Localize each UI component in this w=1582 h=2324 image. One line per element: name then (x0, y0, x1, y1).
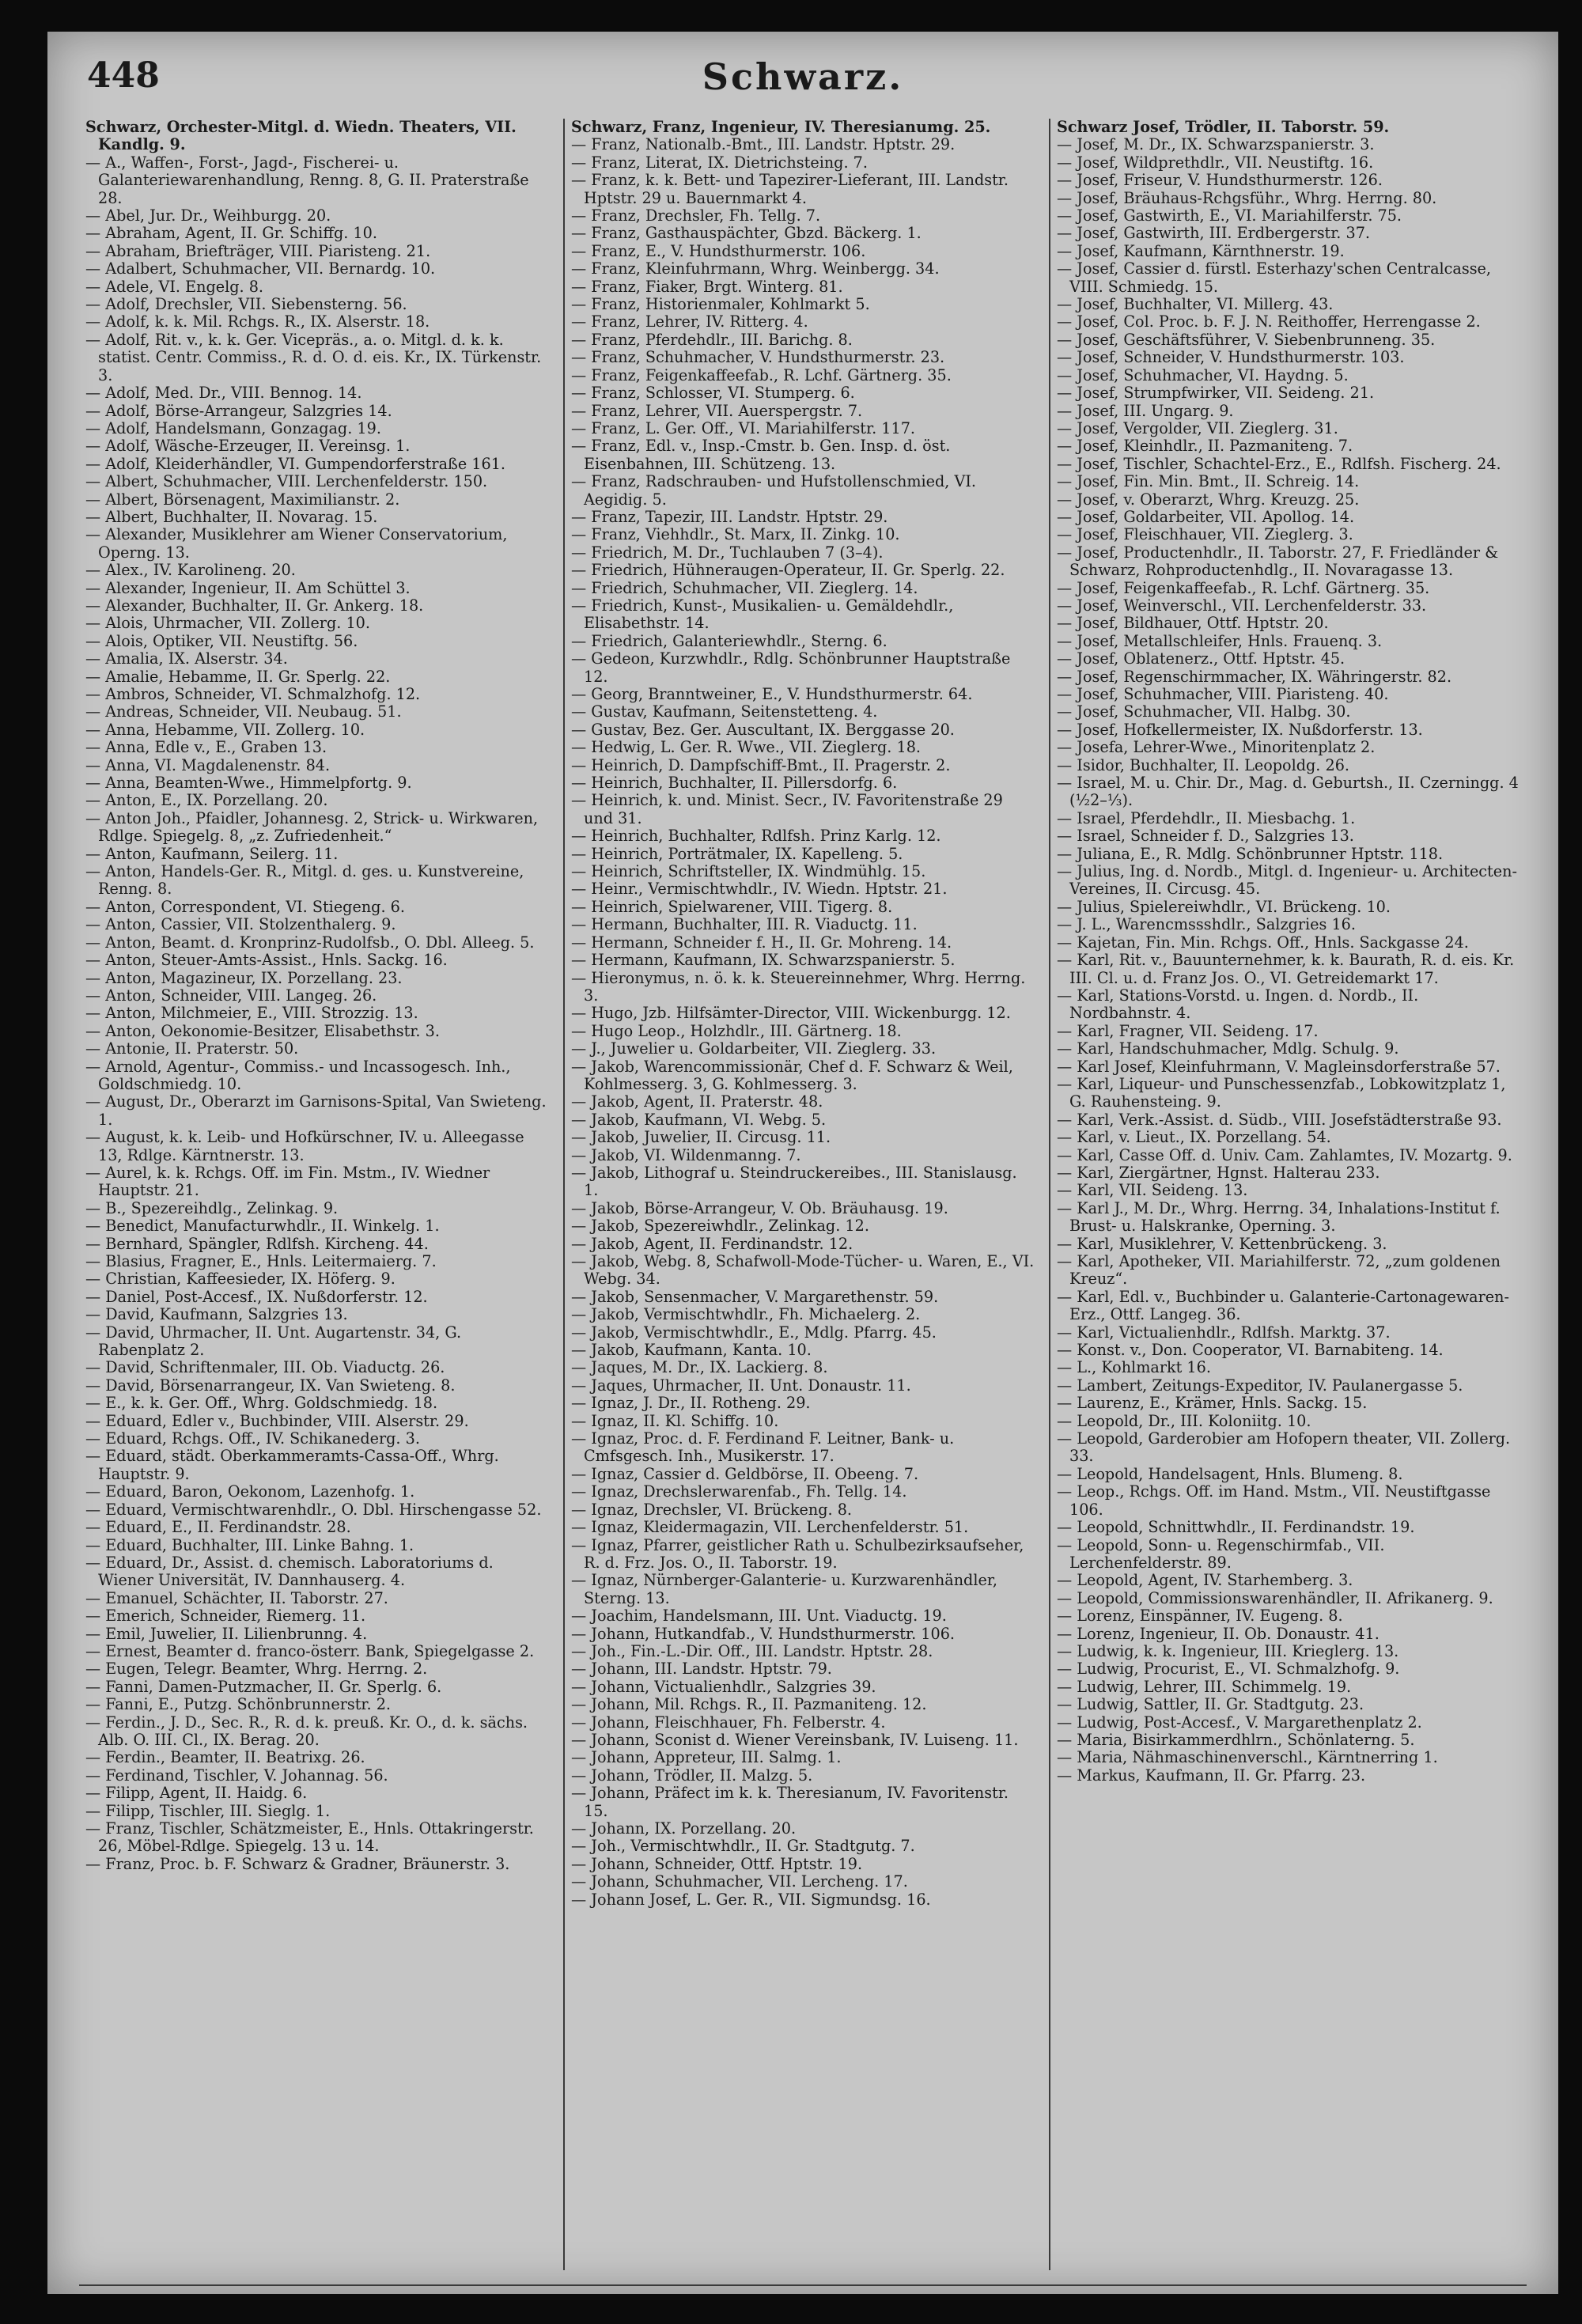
directory-entry: — August, k. k. Leib- und Hofkürschner, IV. u. Alleegasse 13, Rdlge. Kärntnerstr. 13. (85, 1128, 524, 1164)
directory-entry: — Franz, E., V. Hundsthurmerstr. 106. (571, 241, 866, 260)
directory-entry: — E., k. k. Ger. Off., Whrg. Goldschmiedg. 18. (85, 1394, 438, 1413)
directory-entry: — Jakob, Vermischtwhdlr., Fh. Michaelerg. 2. (571, 1305, 921, 1324)
directory-entry: — Franz, L. Ger. Off., VI. Mariahilferstr. 117. (571, 418, 916, 437)
directory-entry: — Ludwig, Sattler, II. Gr. Stadtgutg. 23. (1057, 1695, 1364, 1714)
directory-entry: — Markus, Kaufmann, II. Gr. Pfarrg. 23. (1057, 1766, 1366, 1785)
directory-entry: — Benedict, Manufacturwhdlr., II. Winkelg. 1. (85, 1217, 440, 1236)
directory-entry: — Leop., Rchgs. Off. im Hand. Mstm., VII. Neustiftgasse 106. (1057, 1482, 1491, 1519)
directory-entry: — Laurenz, E., Krämer, Hnls. Sackg. 15. (1057, 1394, 1368, 1413)
directory-entry: — Maria, Bisirkammerdhlrn., Schönlaterng. 5. (1057, 1730, 1415, 1749)
directory-entry: — Karl, Verk.-Assist. d. Südb., VIII. Josefstädterstraße 93. (1057, 1110, 1502, 1129)
directory-entry: — Josef, Schuhmacher, VI. Haydng. 5. (1057, 365, 1349, 384)
directory-entry: — Josef, Buchhalter, VI. Millerg. 43. (1057, 295, 1334, 314)
directory-entry: — Jakob, VI. Wildenmanng. 7. (571, 1145, 801, 1164)
directory-entry: — Joh., Fin.-L.-Dir. Off., III. Landstr. Hptstr. 28. (571, 1641, 933, 1660)
directory-entry: — Anton, E., IX. Porzellang. 20. (85, 791, 328, 810)
directory-entry: — Ignaz, Cassier d. Geldbörse, II. Obeeng. 7. (571, 1464, 919, 1483)
directory-entry: Schwarz, Franz, Ingenieur, IV. Theresianumg. 25. (571, 119, 991, 136)
directory-entry: — Friedrich, Schuhmacher, VII. Zieglerg. 14. (571, 578, 918, 597)
directory-entry: — Josef, III. Ungarg. 9. (1057, 401, 1234, 420)
directory-entry: — Leopold, Garderobier am Hofopern theater, VII. Zollerg. 33. (1057, 1429, 1511, 1466)
directory-entry: — Friedrich, M. Dr., Tuchlauben 7 (3–4). (571, 543, 884, 562)
directory-entry: — Josef, Cassier d. fürstl. Esterhazy'schen Centralcasse, VIII. Schmiedg. 15. (1057, 259, 1491, 296)
directory-entry: — Karl, Musiklehrer, V. Kettenbrückeng. 3. (1057, 1234, 1387, 1253)
directory-entry: — Eduard, E., II. Ferdinandstr. 28. (85, 1518, 351, 1537)
directory-entry: — Karl, Edl. v., Buchbinder u. Galanterie-Cartonagewaren-Erz., Ottf. Langeg. 36. (1057, 1287, 1509, 1324)
directory-entry: — Kajetan, Fin. Min. Rchgs. Off., Hnls. Sackgasse 24. (1057, 933, 1469, 952)
directory-entry: — Ludwig, Procurist, E., VI. Schmalzhofg. 9. (1057, 1660, 1400, 1679)
directory-entry: — Karl, Fragner, VII. Seideng. 17. (1057, 1021, 1319, 1040)
directory-entry: — Leopold, Dr., III. Koloniitg. 10. (1057, 1411, 1311, 1430)
directory-entry: — Eduard, städt. Oberkammeramts-Cassa-Off., Whrg. Hauptstr. 9. (85, 1447, 499, 1483)
directory-entry: — A., Waffen-, Forst-, Jagd-, Fischerei- u. Galanteriewarenhandlung, Renng. 8, G. II. Praterstraße 28. (85, 153, 529, 207)
directory-entry: — Franz, Edl. v., Insp.-Cmstr. b. Gen. Insp. d. öst. Eisenbahnen, III. Schützeng. 13. (571, 437, 951, 473)
directory-entry: — Eduard, Edler v., Buchbinder, VIII. Alserstr. 29. (85, 1411, 469, 1430)
directory-entry: — Anton, Beamt. d. Kronprinz-Rudolfsb., O. Dbl. Alleeg. 5. (85, 933, 535, 952)
directory-entry: — Israel, Schneider f. D., Salzgries 13. (1057, 827, 1354, 846)
directory-entry: — Karl Josef, Kleinfuhrmann, V. Magleinsdorferstraße 57. (1057, 1057, 1501, 1076)
directory-entry: — Ignaz, J. Dr., II. Rotheng. 29. (571, 1394, 811, 1413)
column-1 (79, 119, 555, 2270)
directory-entry: — Johann Josef, L. Ger. R., VII. Sigmundsg. 16. (571, 1890, 931, 1909)
directory-entry: — Jaques, M. Dr., IX. Lackierg. 8. (571, 1358, 828, 1377)
directory-entry: — Leopold, Agent, IV. Starhemberg. 3. (1057, 1571, 1353, 1590)
directory-entry: — Josef, Gastwirth, III. Erdbergerstr. 37. (1057, 224, 1371, 243)
directory-entry: — Anton, Correspondent, VI. Stiegeng. 6. (85, 897, 405, 916)
directory-entry: — Josef, Friseur, V. Hundsthurmerstr. 126. (1057, 171, 1383, 190)
directory-entry: — Filipp, Agent, II. Haidg. 6. (85, 1784, 308, 1803)
directory-entry: — Hugo Leop., Holzhdlr., III. Gärtnerg. 18. (571, 1021, 902, 1040)
directory-entry: — Adolf, Drechsler, VII. Siebensterng. 56. (85, 295, 407, 314)
directory-entry: — Ignaz, Drechsler, VI. Brückeng. 8. (571, 1500, 853, 1519)
directory-entry: — Karl, Ziergärtner, Hgnst. Halterau 233. (1057, 1163, 1380, 1182)
directory-entry: — Abraham, Briefträger, VIII. Piaristeng. 21. (85, 241, 431, 260)
directory-entry: — Hieronymus, n. ö. k. k. Steuereinnehmer, Whrg. Herrng. 3. (571, 968, 1026, 1005)
directory-entry: — Adolf, Med. Dr., VIII. Bennog. 14. (85, 384, 362, 403)
directory-entry: — Gustav, Kaufmann, Seitenstetteng. 4. (571, 702, 878, 721)
directory-entry: — Konst. v., Don. Cooperator, VI. Barnabiteng. 14. (1057, 1341, 1444, 1360)
directory-entry: — Bernhard, Spängler, Rdlfsh. Kircheng. 44. (85, 1234, 429, 1253)
directory-entry: — Josef, Vergolder, VII. Zieglerg. 31. (1057, 418, 1338, 437)
directory-entry: — David, Uhrmacher, II. Unt. Augartenstr. 34, G. Rabenplatz 2. (85, 1323, 462, 1360)
directory-entry: — Lorenz, Ingenieur, II. Ob. Donaustr. 41. (1057, 1624, 1380, 1643)
directory-entry: — Emerich, Schneider, Riemerg. 11. (85, 1607, 366, 1626)
directory-entry: — Franz, Literat, IX. Dietrichsteing. 7. (571, 153, 868, 172)
directory-entry: — Heinrich, k. und. Minist. Secr., IV. Favoritenstraße 29 und 31. (571, 791, 1003, 827)
directory-entry: — Franz, Feigenkaffeefab., R. Lchf. Gärtnerg. 35. (571, 365, 952, 384)
directory-entry: — Joh., Vermischtwhdlr., II. Gr. Stadtgutg. 7. (571, 1837, 915, 1856)
directory-entry: — Franz, Kleinfuhrmann, Whrg. Weinbergg. 34. (571, 259, 940, 278)
directory-entry: — Alexander, Ingenieur, II. Am Schüttel 3. (85, 578, 411, 597)
directory-entry: — Josef, Goldarbeiter, VII. Apollog. 14. (1057, 507, 1355, 526)
directory-entry: — Jakob, Webg. 8, Schafwoll-Mode-Tücher- u. Waren, E., VI. Webg. 34. (571, 1252, 1035, 1289)
directory-entry: — Alexander, Musiklehrer am Wiener Conservatorium, Operng. 13. (85, 525, 508, 562)
directory-entry: — Franz, Viehhdlr., St. Marx, II. Zinkg. 10. (571, 525, 900, 544)
directory-entry: — Heinrich, Buchhalter, II. Pillersdorfg. 6. (571, 774, 898, 793)
directory-entry: — Jakob, Agent, II. Ferdinandstr. 12. (571, 1234, 853, 1253)
directory-entry: — Karl, v. Lieut., IX. Porzellang. 54. (1057, 1128, 1331, 1147)
directory-entry: — Friedrich, Kunst-, Musikalien- u. Gemäldehdlr., Elisabethstr. 14. (571, 596, 954, 633)
directory-entry: — Hedwig, L. Ger. R. Wwe., VII. Zieglerg. 18. (571, 738, 922, 757)
directory-entry: — Ernest, Beamter d. franco-österr. Bank, Spiegelgasse 2. (85, 1641, 535, 1660)
directory-entry: — Anna, Beamten-Wwe., Himmelpfortg. 9. (85, 774, 412, 793)
directory-entry: — Joachim, Handelsmann, III. Unt. Viaductg. 19. (571, 1607, 947, 1626)
directory-entry: — B., Spezereihdlg., Zelinkag. 9. (85, 1198, 339, 1217)
directory-entry: — Heinrich, D. Dampfschiff-Bmt., II. Pragerstr. 2. (571, 755, 951, 774)
directory-entry: — Friedrich, Galanteriewhdlr., Sterng. 6. (571, 631, 888, 650)
directory-entry: — Abel, Jur. Dr., Weihburgg. 20. (85, 206, 331, 225)
directory-entry: — Eduard, Buchhalter, III. Linke Bahng. 1. (85, 1535, 414, 1554)
directory-entry: — Heinrich, Schriftsteller, IX. Windmühlg. 15. (571, 862, 926, 881)
directory-entry: — Lambert, Zeitungs-Expeditor, IV. Paulanergasse 5. (1057, 1376, 1463, 1395)
directory-entry: — Karl, Apotheker, VII. Mariahilferstr. 72, „zum goldenen Kreuz“. (1057, 1252, 1501, 1289)
directory-entry: — Karl, Rit. v., Bauunternehmer, k. k. Baurath, R. d. eis. Kr. III. Cl. u. d. Franz Jos. O., VI. Getreidemarkt 17. (1057, 951, 1515, 987)
directory-entry: — Adolf, Kleiderhändler, VI. Gumpendorferstraße 161. (85, 454, 505, 473)
directory-entry: — Johann, Trödler, II. Malzg. 5. (571, 1766, 813, 1785)
directory-entry: — J. L., Warencmssshdlr., Salzgries 16. (1057, 915, 1356, 934)
directory-entry: — Jakob, Lithograf u. Steindruckereibes., III. Stanislausg. 1. (571, 1163, 1017, 1200)
directory-entry: — Franz, Gasthauspächter, Gbzd. Bäckerg. 1. (571, 224, 922, 243)
directory-entry: — Maria, Nähmaschinenverschl., Kärntnerring 1. (1057, 1748, 1438, 1767)
directory-entry: — Ludwig, k. k. Ingenieur, III. Krieglerg. 13. (1057, 1641, 1399, 1660)
directory-entry: — Josef, Oblatenerz., Ottf. Hptstr. 45. (1057, 649, 1345, 668)
directory-entry: — Eduard, Baron, Oekonom, Lazenhofg. 1. (85, 1482, 415, 1501)
directory-entry: — Franz, Pferdehdlr., III. Barichg. 8. (571, 330, 853, 349)
directory-entry: — Franz, Lehrer, IV. Ritterg. 4. (571, 312, 808, 331)
directory-entry: — Julius, Spielereiwhdlr., VI. Brückeng. 10. (1057, 897, 1391, 916)
directory-entry: — Franz, Radschrauben- und Hufstollenschmied, VI. Aegidig. 5. (571, 472, 977, 509)
directory-entry: — Jaques, Uhrmacher, II. Unt. Donaustr. 11. (571, 1376, 911, 1395)
directory-entry: — Adolf, Rit. v., k. k. Ger. Vicepräs., a. o. Mitgl. d. k. k. statist. Centr. Commiss., R. d. O. d. eis. Kr., IX. Türkenstr. 3. (85, 330, 542, 384)
directory-entry: — Franz, Drechsler, Fh. Tellg. 7. (571, 206, 821, 225)
directory-entry: — Johann, Präfect im k. k. Theresianum, IV. Favoritenstr. 15. (571, 1784, 1009, 1820)
directory-entry: — Jakob, Vermischtwhdlr., E., Mdlg. Pfarrg. 45. (571, 1323, 937, 1342)
directory-entry: — Franz, Historienmaler, Kohlmarkt 5. (571, 295, 870, 314)
directory-entry: — Heinrich, Porträtmaler, IX. Kapelleng. 5. (571, 844, 903, 863)
directory-entry: — Israel, M. u. Chir. Dr., Mag. d. Geburtsh., II. Czerningg. 4 (½2–⅓). (1057, 774, 1519, 810)
directory-entry: — Franz, Schuhmacher, V. Hundsthurmerstr. 23. (571, 348, 945, 367)
directory-entry: — Johann, Schneider, Ottf. Hptstr. 19. (571, 1854, 863, 1873)
directory-entry: — Jakob, Agent, II. Praterstr. 48. (571, 1092, 823, 1111)
directory-entry: — Josef, Geschäftsführer, V. Siebenbrunneng. 35. (1057, 330, 1436, 349)
directory-entry: — Josef, Schuhmacher, VII. Halbg. 30. (1057, 702, 1351, 721)
directory-entry: — Anton, Milchmeier, E., VIII. Strozzig. 13. (85, 1004, 418, 1023)
directory-entry: — Eduard, Dr., Assist. d. chemisch. Laboratoriums d. Wiener Universität, IV. Dannhauserg. 4. (85, 1553, 494, 1590)
directory-entry: — Anton, Schneider, VIII. Langeg. 26. (85, 986, 377, 1005)
directory-entry: — Josef, Regenschirmmacher, IX. Währingerstr. 82. (1057, 667, 1452, 686)
directory-entry: — Leopold, Sonn- u. Regenschirmfab., VII. Lerchenfelderstr. 89. (1057, 1535, 1385, 1572)
column-3 (1049, 119, 1527, 2270)
directory-entry: — Ludwig, Lehrer, III. Schimmelg. 19. (1057, 1677, 1352, 1696)
directory-page (47, 32, 1558, 2294)
directory-entry: — L., Kohlmarkt 16. (1057, 1358, 1211, 1377)
directory-entry: — Josef, Gastwirth, E., VI. Mariahilferstr. 75. (1057, 206, 1402, 225)
directory-entry: — Leopold, Schnittwhdlr., II. Ferdinandstr. 19. (1057, 1518, 1415, 1537)
directory-entry: — Heinrich, Spielwarener, VIII. Tigerg. 8. (571, 897, 893, 916)
directory-entry: — Jakob, Kaufmann, Kanta. 10. (571, 1341, 812, 1360)
directory-entry: — Aurel, k. k. Rchgs. Off. im Fin. Mstm., IV. Wiedner Hauptstr. 21. (85, 1163, 490, 1200)
directory-entry: — Josef, Schuhmacher, VIII. Piaristeng. 40. (1057, 685, 1389, 703)
directory-entry: — Karl J., M. Dr., Whrg. Herrng. 34, Inhalations-Institut f. Brust- u. Halskranke, Operning. 3. (1057, 1198, 1501, 1236)
directory-entry: — David, Schriftenmaler, III. Ob. Viaductg. 26. (85, 1358, 445, 1377)
directory-entry: — David, Börsenarrangeur, IX. Van Swieteng. 8. (85, 1376, 456, 1395)
directory-entry: — Anton, Steuer-Amts-Assist., Hnls. Sackg. 16. (85, 951, 448, 970)
directory-entry: — Alois, Uhrmacher, VII. Zollerg. 10. (85, 614, 370, 633)
directory-entry: — Jakob, Juwelier, II. Circusg. 11. (571, 1128, 831, 1147)
directory-entry: — Josef, Col. Proc. b. F. J. N. Reithoffer, Herrengasse 2. (1057, 312, 1481, 331)
page-title: Schwarz. (702, 55, 904, 98)
directory-entry: — Antonie, II. Praterstr. 50. (85, 1039, 299, 1058)
directory-entry: — Israel, Pferdehdlr., II. Miesbachg. 1. (1057, 808, 1356, 827)
directory-entry: — Josef, Hofkellermeister, IX. Nußdorferstr. 13. (1057, 720, 1423, 739)
directory-entry: — Albert, Schuhmacher, VIII. Lerchenfelderstr. 150. (85, 472, 488, 491)
directory-entry: Schwarz Josef, Trödler, II. Taborstr. 59. (1057, 119, 1390, 136)
directory-entry: — Andreas, Schneider, VII. Neubaug. 51. (85, 702, 402, 721)
directory-entry: — Josef, Bräuhaus-Rchgsführ., Whrg. Herrng. 80. (1057, 188, 1437, 207)
directory-entry: — Karl, Stations-Vorstd. u. Ingen. d. Nordb., II. Nordbahnstr. 4. (1057, 986, 1419, 1023)
directory-entry: — Albert, Börsenagent, Maximilianstr. 2. (85, 490, 400, 509)
directory-entry: — Anna, VI. Magdalenenstr. 84. (85, 755, 331, 774)
directory-entry: — David, Kaufmann, Salzgries 13. (85, 1305, 348, 1324)
directory-entry: — Anton, Magazineur, IX. Porzellang. 23. (85, 968, 403, 987)
directory-entry: — Karl, Victualienhdlr., Rdlfsh. Marktg. 37. (1057, 1323, 1391, 1342)
directory-entry: — Ignaz, Nürnberger-Galanterie- u. Kurzwarenhändler, Sterng. 13. (571, 1571, 997, 1607)
directory-entry: — Josef, Feigenkaffeefab., R. Lchf. Gärtnerg. 35. (1057, 578, 1430, 597)
directory-entry: — Ferdin., J. D., Sec. R., R. d. k. preuß. Kr. O., d. k. sächs. Alb. O. III. Cl., IX. Berag. 20. (85, 1713, 528, 1749)
directory-entry: — Josef, Schneider, V. Hundsthurmerstr. 103. (1057, 348, 1405, 367)
directory-entry: — Anton, Handels-Ger. R., Mitgl. d. ges. u. Kunstvereine, Renng. 8. (85, 862, 524, 899)
directory-entry: — Ludwig, Post-Accesf., V. Margarethenplatz 2. (1057, 1713, 1422, 1732)
directory-entry: — Arnold, Agentur-, Commiss.- und Incassogesch. Inh., Goldschmiedg. 10. (85, 1057, 511, 1093)
directory-entry: — Alexander, Buchhalter, II. Gr. Ankerg. 18. (85, 596, 424, 615)
directory-entry: — Johann, Sconist d. Wiener Vereinsbank, IV. Luiseng. 11. (571, 1730, 1019, 1749)
directory-entry: — Jakob, Spezereiwhdlr., Zelinkag. 12. (571, 1217, 869, 1236)
directory-entry: — Adolf, k. k. Mil. Rchgs. R., IX. Alserstr. 18. (85, 312, 430, 331)
directory-entry: — Ignaz, II. Kl. Schiffg. 10. (571, 1411, 779, 1430)
directory-entry: — Emil, Juwelier, II. Lilienbrunng. 4. (85, 1624, 368, 1643)
directory-entry: — Julius, Ing. d. Nordb., Mitgl. d. Ingenieur- u. Architecten-Vereines, II. Circusg. 45. (1057, 862, 1517, 899)
directory-entry: — Lorenz, Einspänner, IV. Eugeng. 8. (1057, 1607, 1343, 1626)
directory-entry: — Anna, Edle v., E., Graben 13. (85, 738, 327, 757)
directory-entry: — Franz, Schlosser, VI. Stumperg. 6. (571, 384, 855, 403)
directory-entry: — Adolf, Handelsmann, Gonzagag. 19. (85, 418, 381, 437)
directory-entry: — Karl, VII. Seideng. 13. (1057, 1181, 1248, 1200)
directory-entry: Schwarz, Orchester-Mitgl. d. Wiedn. Theaters, VII. Kandlg. 9. (85, 119, 517, 154)
page-number: 448 (87, 55, 160, 96)
directory-entry: — Ferdinand, Tischler, V. Johannag. 56. (85, 1766, 388, 1785)
directory-entry: — Amalie, Hebamme, II. Gr. Sperlg. 22. (85, 667, 391, 686)
directory-entry: — Anton, Oekonomie-Besitzer, Elisabethstr. 3. (85, 1021, 440, 1040)
directory-entry: — Josef, Metallschleifer, Hnls. Frauenq. 3. (1057, 631, 1383, 650)
directory-entry: — Ferdin., Beamter, II. Beatrixg. 26. (85, 1748, 365, 1767)
directory-entry: — Josef, Fin. Min. Bmt., II. Schreig. 14. (1057, 472, 1360, 491)
directory-entry: — Daniel, Post-Accesf., IX. Nußdorferstr. 12. (85, 1287, 428, 1306)
directory-entry: — Franz, k. k. Bett- und Tapezirer-Lieferant, III. Landstr. Hptstr. 29 u. Bauernmarkt 4. (571, 171, 1009, 207)
directory-entry: — Josef, Kleinhdlr., II. Pazmaniteng. 7. (1057, 437, 1353, 456)
directory-entry: — Franz, Proc. b. F. Schwarz & Gradner, Bräunerstr. 3. (85, 1854, 510, 1873)
directory-entry: — Franz, Fiaker, Brgt. Winterg. 81. (571, 277, 843, 296)
directory-entry: — Karl, Casse Off. d. Univ. Cam. Zahlamtes, IV. Mozartg. 9. (1057, 1145, 1512, 1164)
directory-entry: — Josef, v. Oberarzt, Whrg. Kreuzg. 25. (1057, 490, 1360, 509)
directory-entry: — Leopold, Handelsagent, Hnls. Blumeng. 8. (1057, 1464, 1403, 1483)
directory-entry: — Ignaz, Pfarrer, geistlicher Rath u. Schulbezirksaufseher, R. d. Frz. Jos. O., II. Taborstr. 19. (571, 1535, 1024, 1572)
directory-entry: — Johann, IX. Porzellang. 20. (571, 1819, 797, 1838)
directory-entry: — Leopold, Commissionswarenhändler, II. Afrikanerg. 9. (1057, 1588, 1493, 1607)
directory-entry: — Johann, Schuhmacher, VII. Lercheng. 17. (571, 1872, 908, 1891)
directory-entry: — Isidor, Buchhalter, II. Leopoldg. 26. (1057, 755, 1350, 774)
directory-entry: — Ignaz, Kleidermagazin, VII. Lerchenfelderstr. 51. (571, 1518, 969, 1537)
directory-entry: — Johann, Victualienhdlr., Salzgries 39. (571, 1677, 876, 1696)
directory-entry: — Josef, Weinverschl., VII. Lerchenfelderstr. 33. (1057, 596, 1427, 615)
directory-entry: — J., Juwelier u. Goldarbeiter, VII. Zieglerg. 33. (571, 1039, 937, 1058)
directory-entry: — Josef, Productenhdlr., II. Taborstr. 27, F. Friedländer & Schwarz, Rohproductenhdlg., II. Novaragasse 13. (1057, 543, 1499, 580)
directory-entry: — Karl, Handschuhmacher, Mdlg. Schulg. 9. (1057, 1039, 1399, 1058)
directory-entry: — Josefa, Lehrer-Wwe., Minoritenplatz 2. (1057, 738, 1376, 757)
directory-entry: — Eugen, Telegr. Beamter, Whrg. Herrng. 2. (85, 1660, 428, 1679)
directory-entry: — Karl, Liqueur- und Punschessenzfab., Lobkowitzplatz 1, G. Rauhensteing. 9. (1057, 1074, 1506, 1111)
directory-entry: — Jakob, Warencommissionär, Chef d. F. Schwarz & Weil, Kohlmesserg. 3, G. Kohlmesserg. 3. (571, 1057, 1013, 1093)
directory-entry: — Eduard, Rchgs. Off., IV. Schikanederg. 3. (85, 1429, 420, 1448)
directory-entry: — Josef, Kaufmann, Kärnthnerstr. 19. (1057, 241, 1345, 260)
directory-entry: — Adalbert, Schuhmacher, VII. Bernardg. 10. (85, 259, 436, 278)
directory-entry: — Fanni, Damen-Putzmacher, II. Gr. Sperlg. 6. (85, 1677, 442, 1696)
directory-entry: — August, Dr., Oberarzt im Garnisons-Spital, Van Swieteng. 1. (85, 1092, 547, 1129)
directory-entry: — Johann, Hutkandfab., V. Hundsthurmerstr. 106. (571, 1624, 956, 1643)
directory-entry: — Gustav, Bez. Ger. Auscultant, IX. Berggasse 20. (571, 720, 955, 739)
directory-entry: — Emanuel, Schächter, II. Taborstr. 27. (85, 1588, 388, 1607)
directory-entry: — Blasius, Fragner, E., Hnls. Leitermaierg. 7. (85, 1252, 437, 1270)
directory-entry: — Gedeon, Kurzwhdlr., Rdlg. Schönbrunner Hauptstraße 12. (571, 649, 1011, 686)
directory-entry: — Georg, Branntweiner, E., V. Hundsthurmerstr. 64. (571, 685, 973, 703)
directory-entry: — Ambros, Schneider, VI. Schmalzhofg. 12. (85, 685, 421, 703)
directory-entry: — Filipp, Tischler, III. Sieglg. 1. (85, 1801, 331, 1820)
directory-columns (79, 119, 1527, 2270)
directory-entry: — Jakob, Sensenmacher, V. Margarethenstr. 59. (571, 1287, 939, 1306)
directory-entry: — Heinr., Vermischtwhdlr., IV. Wiedn. Hptstr. 21. (571, 880, 948, 899)
directory-entry: — Ignaz, Drechslerwarenfab., Fh. Tellg. 14. (571, 1482, 907, 1501)
directory-entry: — Friedrich, Hühneraugen-Operateur, II. Gr. Sperlg. 22. (571, 561, 1005, 580)
directory-entry: — Johann, III. Landstr. Hptstr. 79. (571, 1660, 832, 1679)
directory-entry: — Josef, Tischler, Schachtel-Erz., E., Rdlfsh. Fischerg. 24. (1057, 454, 1501, 473)
directory-entry: — Franz, Lehrer, VII. Auerspergstr. 7. (571, 401, 863, 420)
directory-entry: — Johann, Appreteur, III. Salmg. 1. (571, 1748, 842, 1767)
directory-entry: — Juliana, E., R. Mdlg. Schönbrunner Hptstr. 118. (1057, 844, 1444, 863)
directory-entry: — Franz, Tischler, Schätzmeister, E., Hnls. Ottakringerstr. 26, Möbel-Rdlge. Spiegelg. 13 u. 14. (85, 1819, 534, 1856)
directory-entry: — Anna, Hebamme, VII. Zollerg. 10. (85, 720, 365, 739)
directory-entry: — Eduard, Vermischtwarenhdlr., O. Dbl. Hirschengasse 52. (85, 1500, 542, 1519)
directory-entry: — Albert, Buchhalter, II. Novarag. 15. (85, 507, 378, 526)
directory-entry: — Jakob, Kaufmann, VI. Webg. 5. (571, 1110, 827, 1129)
directory-entry: — Franz, Nationalb.-Bmt., III. Landstr. Hptstr. 29. (571, 135, 956, 154)
directory-entry: — Josef, Bildhauer, Ottf. Hptstr. 20. (1057, 614, 1329, 633)
directory-entry: — Christian, Kaffeesieder, IX. Höferg. 9. (85, 1270, 396, 1289)
directory-entry: — Heinrich, Buchhalter, Rdlfsh. Prinz Karlg. 12. (571, 827, 941, 846)
column-2 (563, 119, 1041, 2270)
directory-entry: — Adele, VI. Engelg. 8. (85, 277, 264, 296)
directory-entry: — Josef, Fleischhauer, VII. Zieglerg. 3. (1057, 525, 1353, 544)
directory-entry: — Johann, Fleischhauer, Fh. Felberstr. 4. (571, 1713, 886, 1732)
directory-entry: — Adolf, Wäsche-Erzeuger, II. Vereinsg. 1. (85, 437, 411, 456)
directory-entry: — Abraham, Agent, II. Gr. Schiffg. 10. (85, 224, 377, 243)
bottom-rule (79, 2284, 1527, 2286)
directory-entry: — Franz, Tapezir, III. Landstr. Hptstr. 29. (571, 507, 888, 526)
directory-entry: — Johann, Mil. Rchgs. R., II. Pazmaniteng. 12. (571, 1695, 927, 1714)
directory-entry: — Adolf, Börse-Arrangeur, Salzgries 14. (85, 401, 392, 420)
directory-entry: — Anton, Cassier, VII. Stolzenthalerg. 9. (85, 915, 396, 934)
directory-entry: — Hermann, Schneider f. H., II. Gr. Mohreng. 14. (571, 933, 952, 952)
directory-entry: — Hermann, Kaufmann, IX. Schwarzspanierstr. 5. (571, 951, 956, 970)
directory-entry: — Fanni, E., Putzg. Schönbrunnerstr. 2. (85, 1695, 391, 1714)
directory-entry: — Ignaz, Proc. d. F. Ferdinand F. Leitner, Bank- u. Cmfsgesch. Inh., Musikerstr. 17. (571, 1429, 955, 1466)
directory-entry: — Anton Joh., Pfaidler, Johannesg. 2, Strick- u. Wirkwaren, Rdlge. Spiegelg. 8, „z. Zufriedenheit.“ (85, 808, 539, 846)
directory-entry: — Josef, Wildprethdlr., VII. Neustiftg. 16. (1057, 153, 1374, 172)
directory-entry: — Hermann, Buchhalter, III. R. Viaductg. 11. (571, 915, 918, 934)
directory-entry: — Alex., IV. Karolineng. 20. (85, 561, 296, 580)
directory-entry: — Amalia, IX. Alserstr. 34. (85, 649, 288, 668)
directory-entry: — Josef, Strumpfwirker, VII. Seideng. 21. (1057, 384, 1375, 403)
directory-entry: — Hugo, Jzb. Hilfsämter-Director, VIII. Wickenburgg. 12. (571, 1004, 1011, 1023)
directory-entry: — Jakob, Börse-Arrangeur, V. Ob. Bräuhausg. 19. (571, 1198, 948, 1217)
directory-entry: — Josef, M. Dr., IX. Schwarzspanierstr. 3. (1057, 135, 1375, 154)
directory-entry: — Alois, Optiker, VII. Neustiftg. 56. (85, 631, 358, 650)
directory-entry: — Anton, Kaufmann, Seilerg. 11. (85, 844, 339, 863)
